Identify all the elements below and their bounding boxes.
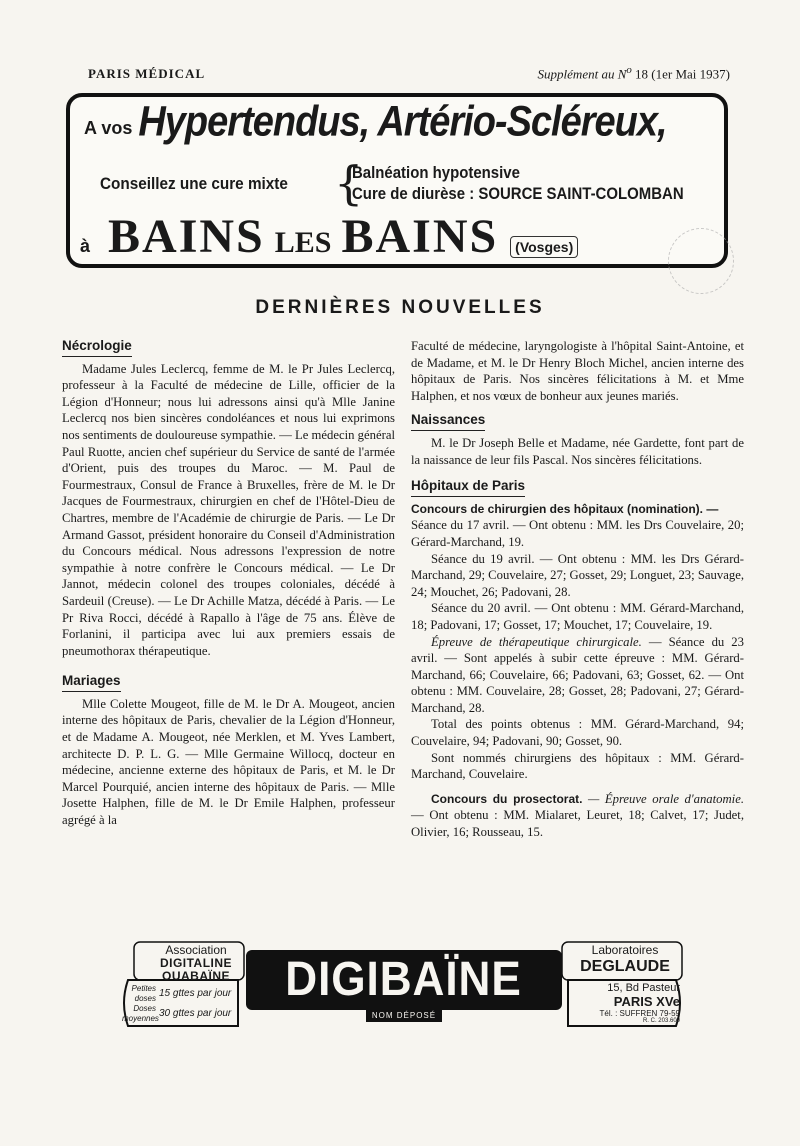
dose-petites-value: 15 gttes par jour xyxy=(159,988,232,999)
ad-vosges: (Vosges) xyxy=(510,236,578,258)
ouabaine-label: OUABAÏNE xyxy=(161,969,230,983)
naissances-heading: Naissances xyxy=(411,412,485,431)
ad-cure-row xyxy=(100,156,714,210)
ad-treatment-1: Balnéation hypotensive xyxy=(352,163,520,182)
digitaline-label: DIGITALINE xyxy=(159,956,233,970)
ad-bains-2: BAINS xyxy=(341,210,499,263)
library-stamp-icon xyxy=(668,228,734,294)
association-block xyxy=(140,944,252,983)
brand-logo xyxy=(246,950,562,1010)
nommes-text: Sont nommés chirurgiens des hôpitaux : MM. Gérard-Marchand, Couvelaire. xyxy=(411,750,744,782)
mariages-continued: Faculté de médecine, laryngologiste à l'hôpital Saint-Antoine, et de Madame, et M. le Dr Henry Bloch Michel, ancien interne des hôpitaux de Paris. Nos sincères félicitations à M. et Mme Halphen, et nos vœux de bonheur aux jeunes mariés. xyxy=(411,339,744,403)
issue-prefix: Supplément au N xyxy=(537,66,627,82)
ad-les: LES xyxy=(274,226,332,259)
seance-19: Séance du 19 avril. — Ont obtenu : MM. les Drs Gérard-Marchand, 29; Couvelaire, 27; Gosset, 29; Longuet, 23; Sauvage, 24; Mouchet, 26; Padovani, 28. xyxy=(411,551,744,599)
nom-depose: NOM DÉPOSÉ xyxy=(366,1010,442,1022)
ad-a: à xyxy=(80,236,91,256)
dosage-block xyxy=(122,984,242,1024)
journal-name: PARIS MÉDICAL xyxy=(88,66,206,82)
deglaude-label: DEGLAUDE xyxy=(580,958,670,975)
address-street: 15, Bd Pasteur xyxy=(607,982,680,994)
dose-petites-label: Petites doses xyxy=(131,984,156,1003)
prosectorat-lead: Concours du prosectorat. xyxy=(431,791,583,806)
necrologie-text: Madame Jules Leclercq, femme de M. le Pr Jules Leclercq, professeur à la Faculté de médecine de Lille, officier de la Légion d'Honneur; nous lui adressons ainsi qu'à Mlle Janine Leclercq nos bien sincères condoléances et nous lui exprimons nos sentiments de douloureuse sympathie. — Le médecin général Paul Ruotte, ancien chef supérieur du Service de santé de l'armée d'Orient, puis des troupes du Maroc. — M. Paul de Fourmestraux, Consul de France à Bruxelles, frère de M. le Dr Jacques de Fourmestraux, chirurgien en chef de l'Hôtel-Dieu de Chartres, membre de l'Académie de chirurgie de Paris. — Le Dr Armand Gassot, président honoraire du Conseil d'Administration du Concours médical. Nous adressons l'expression de notre sympathie à notre confrère le Concours médical. — Le Dr Jannot, médecin colonel des troupes coloniales, décédé à Sardeuil (Creuse). — Le Dr Achille Matza, décédé à Paris. — Le Pr Riva Rocci, décédé à Rapallo à l'âge de 75 ans. Élève de Forlanini, il participa avec lui aux premiers essais de pneumothorax thérapeutique. xyxy=(62,361,395,658)
ad-treatments xyxy=(352,162,684,204)
ad-conseillez: Conseillez une cure mixte xyxy=(100,174,288,193)
seance-17: Séance du 17 avril. — Ont obtenu : MM. les Drs Couvelaire, 20; Gérard-Marchand, 19. xyxy=(411,518,744,549)
address-city: PARIS XVe xyxy=(613,994,680,1009)
digibaine-advertisement xyxy=(118,940,686,1036)
address-tel: Tél. : SUFFREN 79-59 xyxy=(599,1009,680,1018)
total-points: Total des points obtenus : MM. Gérard-Marchand, 94; Couvelaire, 94; Padovani, 90; Gosset, 90. xyxy=(411,717,744,749)
naissances-text: M. le Dr Joseph Belle et Madame, née Gardette, font part de la naissance de leur fils Pascal. Nos sincères félicitations. xyxy=(411,435,744,467)
address-block xyxy=(580,982,680,1025)
brand-name: DIGIBAÏNE xyxy=(285,953,523,1006)
ad-headline-row xyxy=(84,98,716,146)
laboratoires-label: Laboratoires xyxy=(591,943,659,957)
left-column xyxy=(62,338,395,829)
ad-headline: Hypertendus, Artério-Scléreux, xyxy=(138,98,667,146)
address-rc: R. C. 203.600 xyxy=(642,1018,680,1024)
issue-date: (1er Mai 1937) xyxy=(651,66,730,82)
concours-lead-text: Concours de chirurgien des hôpitaux (nomination). — xyxy=(411,501,719,516)
ad-bains-1: BAINS xyxy=(108,210,265,263)
dose-row-petites xyxy=(122,984,242,1004)
dose-moyennes-label: Doses moyennes xyxy=(122,1004,159,1023)
epreuve-text: — Séance du 23 avril. — Sont appelés à subir cette épreuve : MM. Gérard-Marchand, 66; Couvelaire, 66; Padovani, 63; Gosset, 62. — Ont obtenu : MM. Couvelaire, 28; Gosset, 28; Padovani, 27; Gérard-Marchand, 28. xyxy=(411,634,744,715)
assoc-label: Association xyxy=(165,943,227,957)
right-column xyxy=(411,338,744,841)
prosectorat-italic: — Épreuve orale d'anatomie. xyxy=(582,791,745,806)
prosectorat-text: — Ont obtenu : MM. Mialaret, Leuret, 18; Calvet, 17; Judet, Olivier, 16; Rousseau, 15. xyxy=(411,808,744,840)
brace-icon: { xyxy=(334,156,364,210)
prosectorat-paragraph xyxy=(411,791,744,841)
section-title: DERNIÈRES NOUVELLES xyxy=(255,297,545,318)
dose-moyennes-value: 30 gttes par jour xyxy=(159,1008,232,1019)
mariages-text: Mlle Colette Mougeot, fille de M. le Dr A. Mougeot, ancien interne des hôpitaux de Paris, chevalier de la Légion d'Honneur, et de Madame A. Mougeot, née Merklen, et M. Yves Lambert, architecte D. P. L. G. — Mlle Germaine Willocq, docteur en médecine, ancienne externe des hôpitaux de Paris, et M. le Dr Marcel Pourquié, ancien interne des hôpitaux de Paris. — Mlle Josette Halphen, fille de M. le Dr Emile Halphen, professeur agrégé à la xyxy=(62,696,395,828)
hopitaux-heading: Hôpitaux de Paris xyxy=(411,478,525,497)
seance-20: Séance du 20 avril. — Ont obtenu : MM. Gérard-Marchand, 18; Padovani, 17; Gosset, 17; Mouchet, 17; Couvelaire, 19. xyxy=(411,601,744,632)
running-header xyxy=(88,64,730,82)
dose-row-moyennes xyxy=(122,1004,242,1024)
epreuve-title: Épreuve de thérapeutique chirurgicale. xyxy=(431,634,642,649)
ad-location-row xyxy=(80,209,718,265)
concours-lead xyxy=(411,501,744,518)
necrologie-heading: Nécrologie xyxy=(62,338,132,357)
epreuve-paragraph xyxy=(411,634,744,717)
ad-treatment-2: Cure de diurèse : SOURCE SAINT-COLOMBAN xyxy=(352,184,684,203)
bains-advertisement xyxy=(66,93,728,268)
laboratory-block xyxy=(566,944,684,977)
issue-info xyxy=(538,64,730,82)
issue-no-sup: o xyxy=(626,64,632,76)
mariages-heading: Mariages xyxy=(62,673,121,692)
ad-a-vos: A vos xyxy=(84,118,133,138)
issue-number: 18 xyxy=(631,66,652,82)
